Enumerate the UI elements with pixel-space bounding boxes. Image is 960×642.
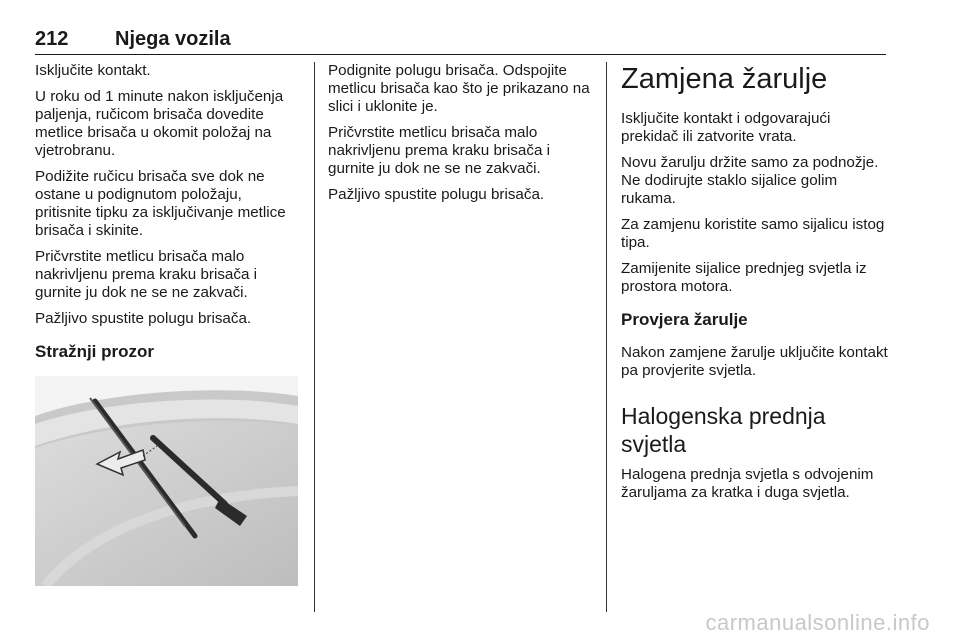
paragraph: U roku od 1 minute nakon isključenja paljenja, ručicom brisača dovedite metlice brisača u okomit položaj na vjetrobranu. <box>35 88 284 159</box>
column-right <box>621 62 889 510</box>
page-number: 212 <box>35 28 69 50</box>
paragraph: Za zamjenu koristite samo sijalicu istog tipa. <box>621 216 885 251</box>
paragraph: Isključite kontakt i odgovarajući prekidač ili zatvorite vrata. <box>621 110 831 145</box>
paragraph: Isključite kontakt. <box>35 62 151 79</box>
column-divider <box>606 62 607 612</box>
section-heading-rear-window: Stražnji prozor <box>35 342 155 361</box>
subheading-bulb-check: Provjera žarulje <box>621 310 748 329</box>
rear-wiper-image <box>35 376 298 586</box>
paragraph: Halogena prednja svjetla s odvojenim žaruljama za kratka i duga svjetla. <box>621 466 874 501</box>
paragraph: Podignite polugu brisača. Odspojite metlicu brisača kao što je prikazano na slici i uklonite je. <box>328 62 590 115</box>
chapter-title: Njega vozila <box>115 28 231 50</box>
column-middle <box>328 62 592 212</box>
paragraph: Zamijenite sijalice prednjeg svjetla iz prostora motora. <box>621 260 867 295</box>
paragraph: Pažljivo spustite polugu brisača. <box>35 310 252 327</box>
paragraph: Novu žarulju držite samo za podnožje. Ne dodirujte staklo sijalice golim rukama. <box>621 154 879 207</box>
paragraph: Pričvrstite metlicu brisača malo nakrivljenu prema kraku brisača i gurnite ju dok ne se ne zakvači. <box>328 124 550 177</box>
section-heading-halogen: Halogenska prednja svjetla <box>621 403 826 457</box>
paragraph: Pričvrstite metlicu brisača malo nakrivljenu prema kraku brisača i gurnite ju dok ne se ne zakvači. <box>35 248 257 301</box>
column-left <box>35 62 301 586</box>
rear-wiper-illustration <box>35 376 298 586</box>
column-divider <box>314 62 315 612</box>
paragraph: Pažljivo spustite polugu brisača. <box>328 186 545 203</box>
page-header <box>35 28 885 52</box>
watermark: carmanualsonline.info <box>705 610 930 635</box>
paragraph: Nakon zamjene žarulje uključite kontakt pa provjerite svjetla. <box>621 344 888 379</box>
paragraph: Podižite ručicu brisača sve dok ne ostane u podignutom položaju, pritisnite tipku za isključivanje metlice brisača i skinite. <box>35 168 286 239</box>
header-rule <box>35 54 886 55</box>
section-title-bulb-replacement: Zamjena žarulje <box>621 63 828 95</box>
